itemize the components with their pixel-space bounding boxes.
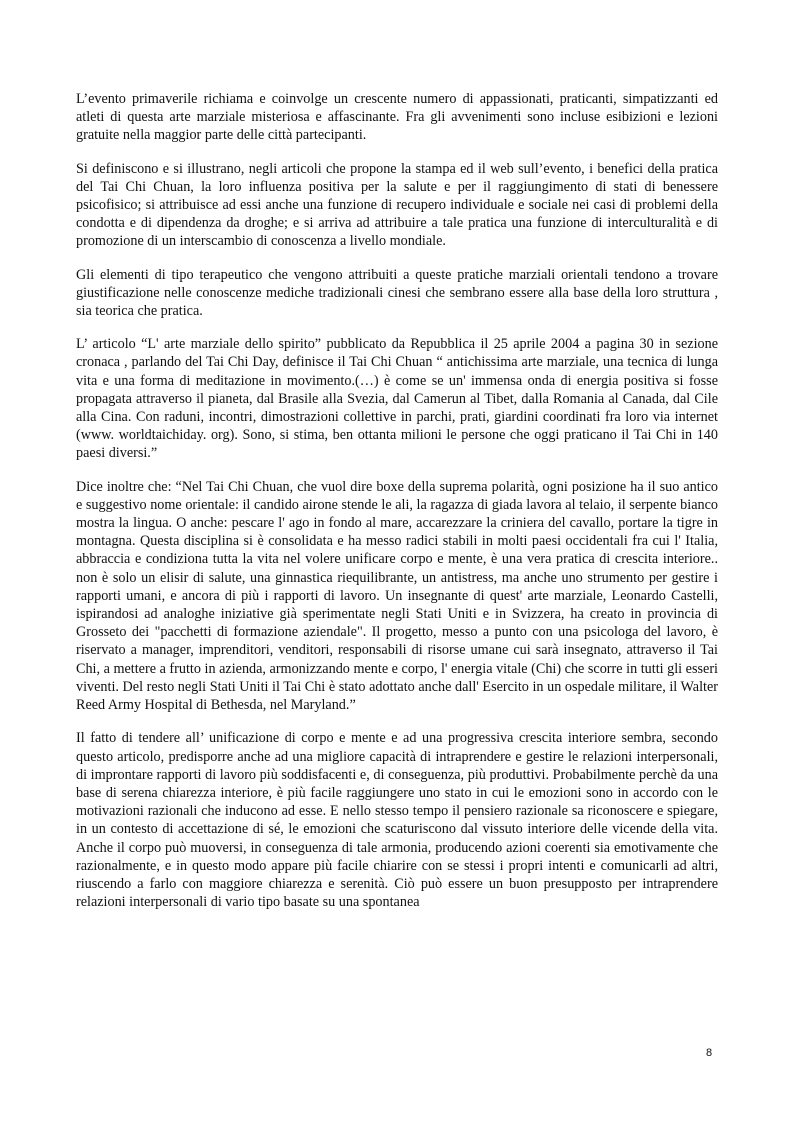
paragraph-4: L’ articolo “L' arte marziale dello spirito” pubblicato da Repubblica il 25 aprile 2004 a pagina 30 in sezione cronaca , parlando del Tai Chi Day, definisce il Tai Chi Chuan “ antichissima arte marziale, una tecnica di lunga vita e una forma di meditazione in movimento.(…) è come se un' immensa onda di energia positiva si fosse propagata attraverso il pianeta, dal Brasile alla Svezia, dal Camerun al Tibet, dalla Romania al Canada, dal Cile alla Cina. Con raduni, incontri, dimostrazioni collettive in parchi, prati, giardini coordinati fra loro via internet (www. worldtaichiday. org). Sono, si stima, ben ottanta milioni le persone che oggi praticano il Tai Chi in 140 paesi diversi.” xyxy=(76,336,718,462)
paragraph-1: L’evento primaverile richiama e coinvolge un crescente numero di appassionati, praticanti, simpatizzanti ed atleti di questa arte marziale misteriosa e affascinante. Fra gli avvenimenti sono incluse esibizioni e lezioni gratuite nella maggior parte delle città partecipanti. xyxy=(76,91,718,144)
paragraph-6: Il fatto di tendere all’ unificazione di corpo e mente e ad una progressiva crescita interiore sembra, secondo questo articolo, predisporre anche ad una migliore capacità di intraprendere e gestire le relazioni interpersonali, di improntare rapporti di lavoro più soddisfacenti e, di conseguenza, più produttivi. Probabilmente perchè da una base di serena chiarezza interiore, è più facile raggiungere uno stato in cui le emozioni sono in accordo con le motivazioni razionali che inducono ad esse. E nello stesso tempo il pensiero razionale sa riconoscere e spiegare, in un contesto di accettazione di sé, le emozioni che scaturiscono dal vissuto interiore delle vicende della vita. Anche il corpo può muoversi, in conseguenza di tale armonia, producendo azioni coerenti sia emotivamente che razionalmente, e in questo modo appare più facile chiarire con se stessi i propri intenti e comunicarli ad altri, riuscendo a farlo con maggiore chiarezza e serenità. Ciò può essere un buon presupposto per intraprendere relazioni interpersonali di vario tipo basate su una spontanea xyxy=(76,730,718,911)
page-number: 8 xyxy=(706,1047,713,1059)
page-body xyxy=(76,90,718,926)
paragraph-3: Gli elementi di tipo terapeutico che vengono attribuiti a queste pratiche marziali orientali tendono a trovare giustificazione nelle conoscenze mediche tradizionali cinesi che sembrano essere alla base della loro struttura , sia teorica che pratica. xyxy=(76,266,718,320)
paragraph-2: Si definiscono e si illustrano, negli articoli che propone la stampa ed il web sull’evento, i benefici della pratica del Tai Chi Chuan, la loro influenza positiva per la salute e per il raggiungimento di stati di benessere psicofisico; si attribuisce ad essi anche una funzione di recupero individuale e sociale nei casi di problemi della condotta e di dipendenza da droghe; e si arriva ad attribuire a tale pratica una funzione di interculturalità e di promozione di un interscambio di conoscenza a livello mondiale. xyxy=(76,160,718,250)
paragraph-5: Dice inoltre che: “Nel Tai Chi Chuan, che vuol dire boxe della suprema polarità, ogni posizione ha il suo antico e suggestivo nome orientale: il candido airone stende le ali, la ragazza di giada lavora al telaio, il serpente bianco mostra la lingua. O anche: pescare l' ago in fondo al mare, accarezzare la criniera del cavallo, portare la tigre in montagna. Questa disciplina si è consolidata e ha messo radici stabili in molti paesi occidentali fra cui l' Italia, abbraccia e condiziona tutta la vita nel volere unificare corpo e mente, è una vera pratica di crescita interiore.. non è solo un elisir di salute, una ginnastica riequilibrante, un antistress, ma anche uno strumento per gestire i rapporti umani, e ancora di più i rapporti di lavoro. Un insegnante di quest' arte marziale, Leonardo Castelli, ispirandosi ad analoghe iniziative già sperimentate negli Stati Uniti e in Svizzera, ha creato in provincia di Grosseto dei "pacchetti di formazione aziendale". Il progetto, messo a punto con una psicologa del lavoro, è riservato a manager, imprenditori, venditori, responsabili di risorse umane cui sarà insegnato, attraverso il Tai Chi, a mettere a frutto in azienda, armonizzando mente e corpo, l' energia vitale (Chi) che scorre in tutti gli esseri viventi. Del resto negli Stati Uniti il Tai Chi è stato adottato anche dall' Esercito in un ospedale militare, il Walter Reed Army Hospital di Bethesda, nel Maryland.” xyxy=(76,478,718,714)
